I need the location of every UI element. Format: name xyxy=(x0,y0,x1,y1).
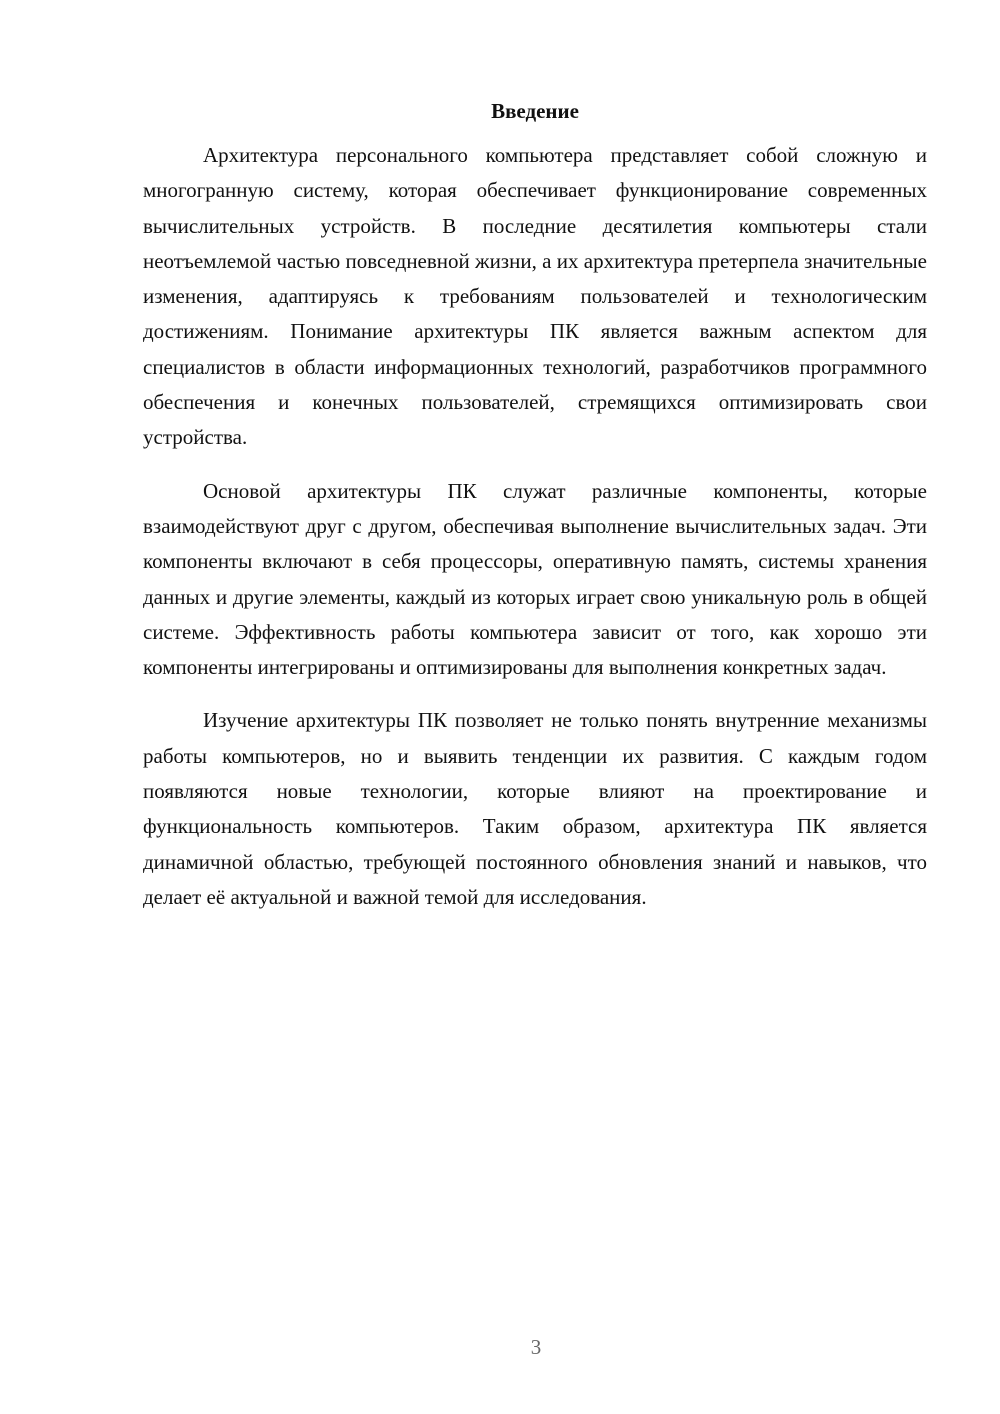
paragraph-1: Архитектура персонального компьютера представляет собой сложную и многогранную систему, которая обеспечивает функционирование современных вычислительных устройств. В последние десятилетия компьютеры стали неотъемлемой частью повседневной жизни, а их архитектура претерпела значительные изменения, адаптируясь к требованиям пользователей и технологическим достижениям. Понимание архитектуры ПК является важным аспектом для специалистов в области информационных технологий, разработчиков программного обеспечения и конечных пользователей, стремящихся оптимизировать свои устройства. xyxy=(143,143,927,450)
section-heading: Введение xyxy=(491,99,579,123)
paragraph-3: Изучение архитектуры ПК позволяет не только понять внутренние механизмы работы компьютеров, но и выявить тенденции их развития. С каждым годом появляются новые технологии, которые влияют на проектирование и функциональность компьютеров. Таким образом, архитектура ПК является динамичной областью, требующей постоянного обновления знаний и навыков, что делает её актуальной и важной темой для исследования. xyxy=(143,708,927,909)
paragraph-2: Основой архитектуры ПК служат различные компоненты, которые взаимодействуют друг с другом, обеспечивая выполнение вычислительных задач. Эти компоненты включают в себя процессоры, оперативную память, системы хранения данных и другие элементы, каждый из которых играет свою уникальную роль в общей системе. Эффективность работы компьютера зависит от того, как хорошо эти компоненты интегрированы и оптимизированы для выполнения конкретных задач. xyxy=(143,478,927,680)
page-content xyxy=(143,96,927,933)
page-number: 3 xyxy=(530,1335,542,1359)
